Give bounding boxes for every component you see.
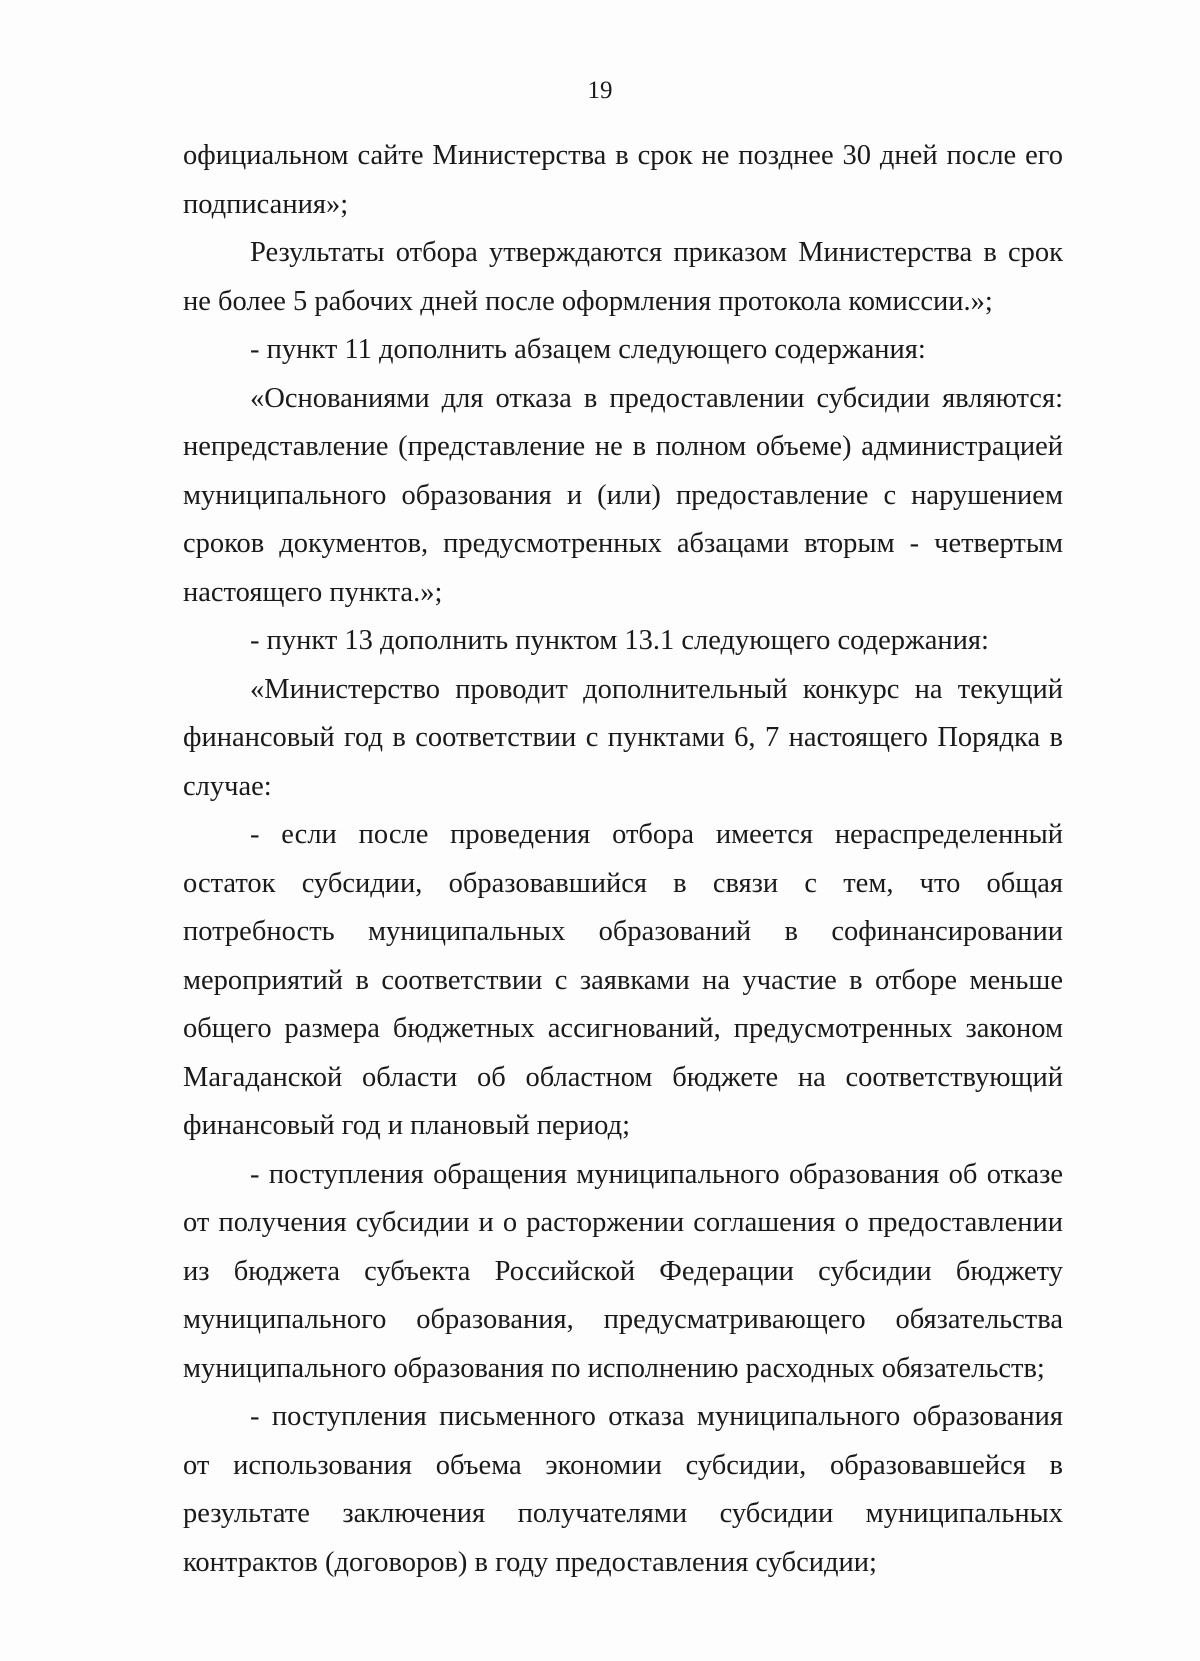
- paragraph-9: - поступления письменного отказа муниципального образования от использования объема экономии субсидии, образовавшейся в результате заключения получателями субсидии муниципальных контрактов (договоров) в году предоставления субсидии;: [183, 1401, 1063, 1578]
- paragraph-5: - пункт 13 дополнить пунктом 13.1 следующего содержания:: [250, 625, 989, 656]
- document-body: [183, 132, 1063, 1587]
- paragraph-1: официальном сайте Министерства в срок не позднее 30 дней после его подписания»;: [183, 140, 1063, 220]
- page-number: 19: [587, 77, 613, 104]
- paragraph-8: - поступления обращения муниципального образования об отказе от получения субсидии и о расторжении соглашения о предоставлении из бюджета субъекта Российской Федерации субсидии бюджету муниципального образования, предусматривающего обязательства муниципального образования по исполнению расходных обязательств;: [183, 1158, 1063, 1384]
- paragraph-4: «Основаниями для отказа в предоставлении субсидии являются: непредставление (представление не в полном объеме) администрацией муниципального образования и (или) предоставление с нарушением сроков документов, предусмотренных абзацами вторым - четвертым настоящего пункта.»;: [183, 382, 1063, 608]
- paragraph-7: - если после проведения отбора имеется нераспределенный остаток субсидии, образовавшийся в связи с тем, что общая потребность муниципальных образований в софинансировании мероприятий в соответствии с заявками на участие в отборе меньше общего размера бюджетных ассигнований, предусмотренных законом Магаданской области об областном бюджете на соответствующий финансовый год и плановый период;: [183, 819, 1063, 1141]
- paragraph-3: - пункт 11 дополнить абзацем следующего содержания:: [250, 334, 926, 365]
- paragraph-2: Результаты отбора утверждаются приказом Министерства в срок не более 5 рабочих дней после оформления протокола комиссии.»;: [183, 237, 1063, 317]
- paragraph-6: «Министерство проводит дополнительный конкурс на текущий финансовый год в соответствии с пунктами 6, 7 настоящего Порядка в случае:: [183, 673, 1063, 802]
